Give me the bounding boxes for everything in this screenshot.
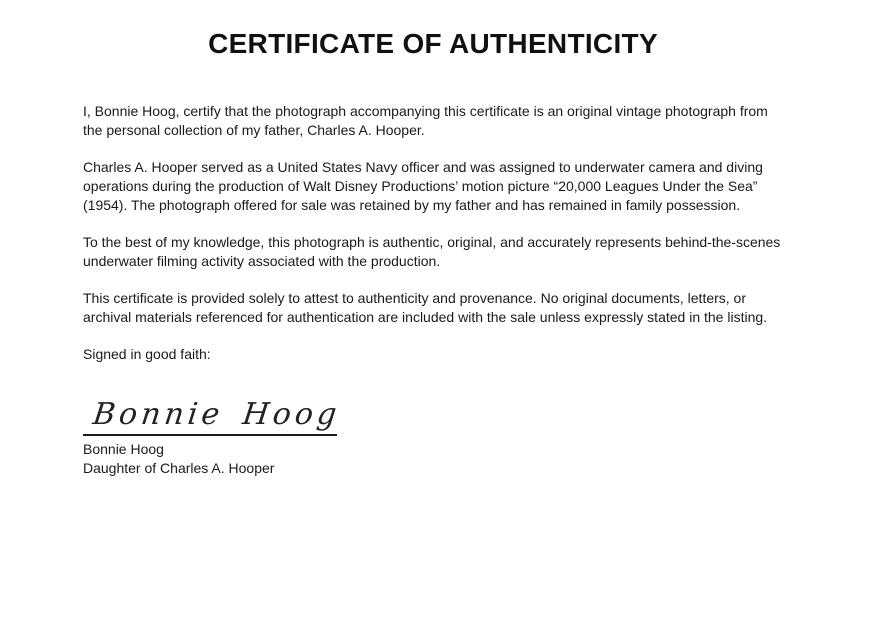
closing-line: Signed in good faith: [83, 346, 211, 362]
intro-paragraph: I, Bonnie Hoog, certify that the photograph accompanying this certificate is an original vintage photograph from the personal collection of my father, Charles A. Hooper. [83, 103, 768, 138]
attestation-paragraph: To the best of my knowledge, this photograph is authentic, original, and accurately represents behind-the-scenes underwater filming activity associated with the production. [83, 234, 781, 269]
signature-block [83, 397, 783, 478]
provenance-paragraph: Charles A. Hooper served as a United States Navy officer and was assigned to underwater camera and diving operations during the production of Walt Disney Productions’ motion picture “20,000 Leagues Under the Sea” (1954). The photograph offered for sale was retained by my father and has remained in family possession. [83, 159, 763, 213]
signer-printed-name: Bonnie Hoog [83, 441, 164, 457]
handwritten-signature: Bonnie Hoog [91, 397, 343, 432]
certificate-title: CERTIFICATE OF AUTHENTICITY [208, 28, 658, 59]
certificate-page [0, 28, 878, 640]
disclaimer-paragraph: This certificate is provided solely to attest to authenticity and provenance. No original documents, letters, or archival materials referenced for authentication are included with the sale unless expressly stated in the listing. [83, 290, 768, 325]
signature-line [83, 434, 337, 436]
signer-relationship: Daughter of Charles A. Hooper [83, 460, 275, 476]
